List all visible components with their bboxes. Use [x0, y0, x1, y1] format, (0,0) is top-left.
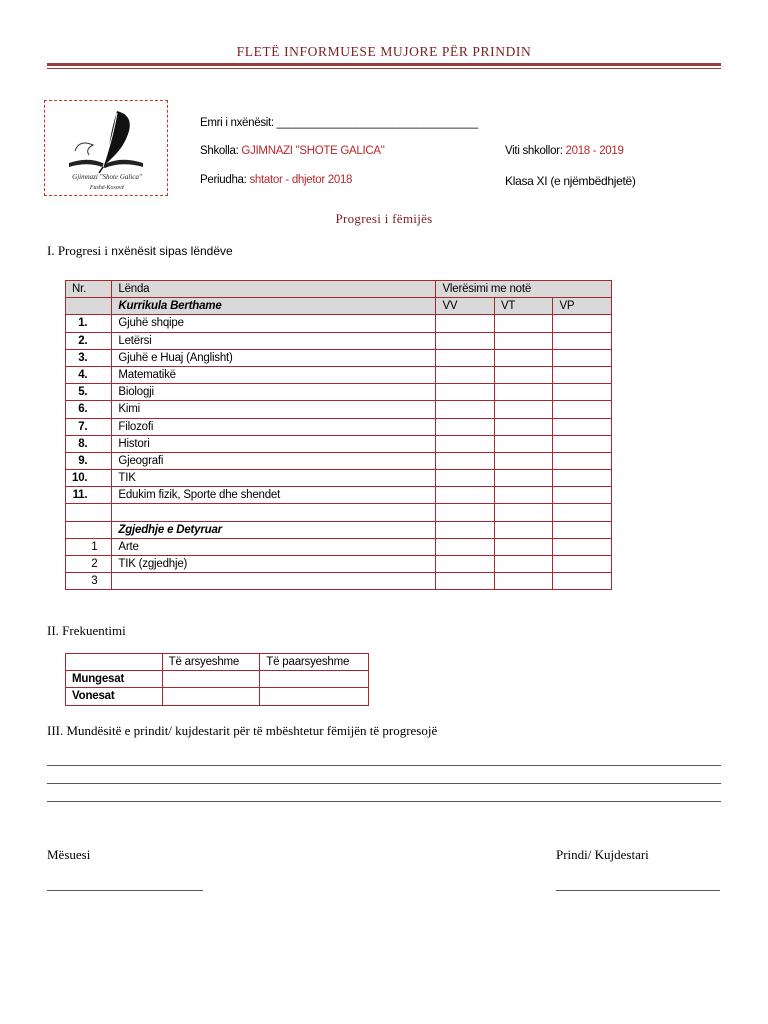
grade-cell-vv[interactable] [436, 452, 495, 469]
subject-name: Letërsi [112, 332, 436, 349]
document-title: FLETË INFORMUESE MUJORE PËR PRINDIN [236, 44, 532, 59]
section3-title: III. Mundësitë e prindit/ kujdestarit për të mbështetur fëmijën të progresojë [47, 723, 438, 738]
section1-title [47, 243, 233, 259]
class-value: Klasa XI (e njëmbëdhjetë) [505, 174, 636, 188]
attendance-table [65, 653, 369, 706]
table-row [66, 538, 612, 555]
grade-cell-vp[interactable] [553, 418, 612, 435]
table-row [66, 556, 612, 573]
grade-cell-vp[interactable] [553, 332, 612, 349]
row-number: 3. [66, 349, 112, 366]
row-number: 3 [66, 573, 112, 590]
late-label: Vonesat [66, 688, 163, 705]
svg-text:Fushë-Kosovë: Fushë-Kosovë [89, 185, 125, 191]
row-number: 9. [66, 452, 112, 469]
student-name-row [200, 117, 478, 129]
grade-cell-vt[interactable] [494, 470, 553, 487]
subject-name: Kimi [112, 401, 436, 418]
grade-cell-vt[interactable] [494, 366, 553, 383]
period-row [200, 174, 352, 186]
absences-unexcused-cell[interactable] [260, 671, 369, 688]
grade-cell-vv[interactable] [436, 349, 495, 366]
core-curriculum-row [66, 298, 612, 315]
student-name-label: Emri i nxënësit: [200, 117, 274, 129]
subject-name: Edukim fizik, Sporte dhe shendet [112, 487, 436, 504]
subject-name [112, 573, 436, 590]
late-row [66, 688, 369, 705]
grade-cell-vv[interactable] [436, 332, 495, 349]
grade-cell-vp[interactable] [553, 538, 612, 555]
grade-col-vt: VT [494, 298, 553, 315]
subject-name: Matematikë [112, 366, 436, 383]
grade-cell-vt[interactable] [494, 556, 553, 573]
subject-name: Gjuhë shqipe [112, 315, 436, 332]
row-number: 2. [66, 332, 112, 349]
unexcused-header: Të paarsyeshme [260, 654, 369, 671]
school-year-label: Viti shkollor: [505, 145, 563, 157]
table-row [66, 418, 612, 435]
grade-cell-vt[interactable] [494, 401, 553, 418]
absences-row [66, 671, 369, 688]
subject-name: TIK [112, 470, 436, 487]
grade-cell-vp[interactable] [553, 435, 612, 452]
row-number: 5. [66, 384, 112, 401]
table-row [66, 349, 612, 366]
grade-cell-vp[interactable] [553, 452, 612, 469]
school-row [200, 145, 385, 157]
absences-label: Mungesat [66, 671, 163, 688]
row-number: 1. [66, 315, 112, 332]
row-number: 11. [66, 487, 112, 504]
section2-title: II. Frekuentimi [47, 623, 126, 638]
late-unexcused-cell[interactable] [260, 688, 369, 705]
grades-table [65, 280, 612, 590]
subject-name: Gjuhë e Huaj (Anglisht) [112, 349, 436, 366]
grade-cell-vt[interactable] [494, 349, 553, 366]
comment-line-2[interactable] [47, 783, 721, 784]
school-year-value: 2018 - 2019 [565, 145, 624, 157]
row-number: 2 [66, 556, 112, 573]
row-number: 8. [66, 435, 112, 452]
grade-header: Vlerësimi me notë [436, 281, 612, 298]
grade-cell-vv[interactable] [436, 315, 495, 332]
subject-name: Filozofi [112, 418, 436, 435]
parent-signature-label: Prindi/ Kujdestari [556, 847, 649, 862]
grade-cell-vt[interactable] [494, 315, 553, 332]
grade-cell-vp[interactable] [553, 315, 612, 332]
grade-cell-vv[interactable] [436, 401, 495, 418]
subject-name: TIK (zgjedhje) [112, 556, 436, 573]
elective-label: Zgjedhje e Detyruar [112, 521, 436, 538]
period-label: Periudha: [200, 174, 247, 186]
grade-cell-vp[interactable] [553, 366, 612, 383]
grades-header-row [66, 281, 612, 298]
subject-header: Lënda [112, 281, 436, 298]
table-row [66, 332, 612, 349]
row-number: 7. [66, 418, 112, 435]
section1-title-part1: I. Progresi i [47, 243, 109, 258]
core-curriculum-label: Kurrikula Berthame [112, 298, 436, 315]
grade-cell-vp[interactable] [553, 573, 612, 590]
table-row [66, 573, 612, 590]
grade-cell-vp[interactable] [553, 470, 612, 487]
title-rule-thin [47, 68, 721, 69]
grade-cell-vp[interactable] [553, 401, 612, 418]
grade-cell-vv[interactable] [436, 573, 495, 590]
excused-header: Të arsyeshme [162, 654, 260, 671]
school-logo [44, 100, 168, 196]
subject-name: Arte [112, 538, 436, 555]
grade-cell-vv[interactable] [436, 384, 495, 401]
teacher-signature-line[interactable] [47, 890, 203, 891]
table-row [66, 366, 612, 383]
period-value: shtator - dhjetor 2018 [249, 174, 353, 186]
grade-cell-vv[interactable] [436, 538, 495, 555]
grade-cell-vt[interactable] [494, 452, 553, 469]
table-row [66, 452, 612, 469]
grade-cell-vp[interactable] [553, 487, 612, 504]
comment-line-3[interactable] [47, 801, 721, 802]
grade-cell-vv[interactable] [436, 435, 495, 452]
row-number: 10. [66, 470, 112, 487]
table-row [66, 487, 612, 504]
table-row [66, 470, 612, 487]
table-row [66, 315, 612, 332]
school-value: GJIMNAZI "SHOTE GALICA" [241, 145, 385, 157]
grade-cell-vp[interactable] [553, 384, 612, 401]
grade-cell-vt[interactable] [494, 487, 553, 504]
grade-cell-vt[interactable] [494, 435, 553, 452]
student-name-blank[interactable]: _________________________________ [276, 117, 478, 129]
teacher-signature-label: Mësuesi [47, 847, 91, 862]
svg-text:Gjimnazi "Shote Galica": Gjimnazi "Shote Galica" [72, 173, 142, 181]
grade-col-vv: VV [436, 298, 495, 315]
nr-header: Nr. [66, 281, 112, 298]
subject-name: Gjeografi [112, 452, 436, 469]
table-spacer-row [66, 504, 612, 521]
table-row [66, 401, 612, 418]
progress-heading: Progresi i fëmijës [335, 211, 433, 226]
grade-cell-vp[interactable] [553, 556, 612, 573]
grade-cell-vv[interactable] [436, 366, 495, 383]
attendance-header-row [66, 654, 369, 671]
grade-col-vp: VP [553, 298, 612, 315]
grade-cell-vv[interactable] [436, 418, 495, 435]
grade-cell-vv[interactable] [436, 556, 495, 573]
grade-cell-vt[interactable] [494, 418, 553, 435]
subject-name: Histori [112, 435, 436, 452]
grade-cell-vv[interactable] [436, 470, 495, 487]
row-number: 1 [66, 538, 112, 555]
grade-cell-vt[interactable] [494, 573, 553, 590]
comment-line-1[interactable] [47, 765, 721, 766]
title-rule-thick [47, 63, 721, 66]
late-excused-cell[interactable] [162, 688, 260, 705]
row-number: 4. [66, 366, 112, 383]
grade-cell-vt[interactable] [494, 332, 553, 349]
table-row [66, 384, 612, 401]
grade-cell-vt[interactable] [494, 384, 553, 401]
table-row [66, 435, 612, 452]
school-label: Shkolla: [200, 145, 239, 157]
row-number: 6. [66, 401, 112, 418]
elective-row [66, 521, 612, 538]
parent-signature-line[interactable] [556, 890, 720, 891]
section1-title-part2: nxënësit sipas lëndëve [111, 244, 233, 258]
grade-cell-vp[interactable] [553, 349, 612, 366]
grade-cell-vv[interactable] [436, 487, 495, 504]
grade-cell-vt[interactable] [494, 538, 553, 555]
quill-logo-icon [45, 101, 169, 197]
school-year-row [505, 145, 624, 157]
subject-name: Biologji [112, 384, 436, 401]
absences-excused-cell[interactable] [162, 671, 260, 688]
